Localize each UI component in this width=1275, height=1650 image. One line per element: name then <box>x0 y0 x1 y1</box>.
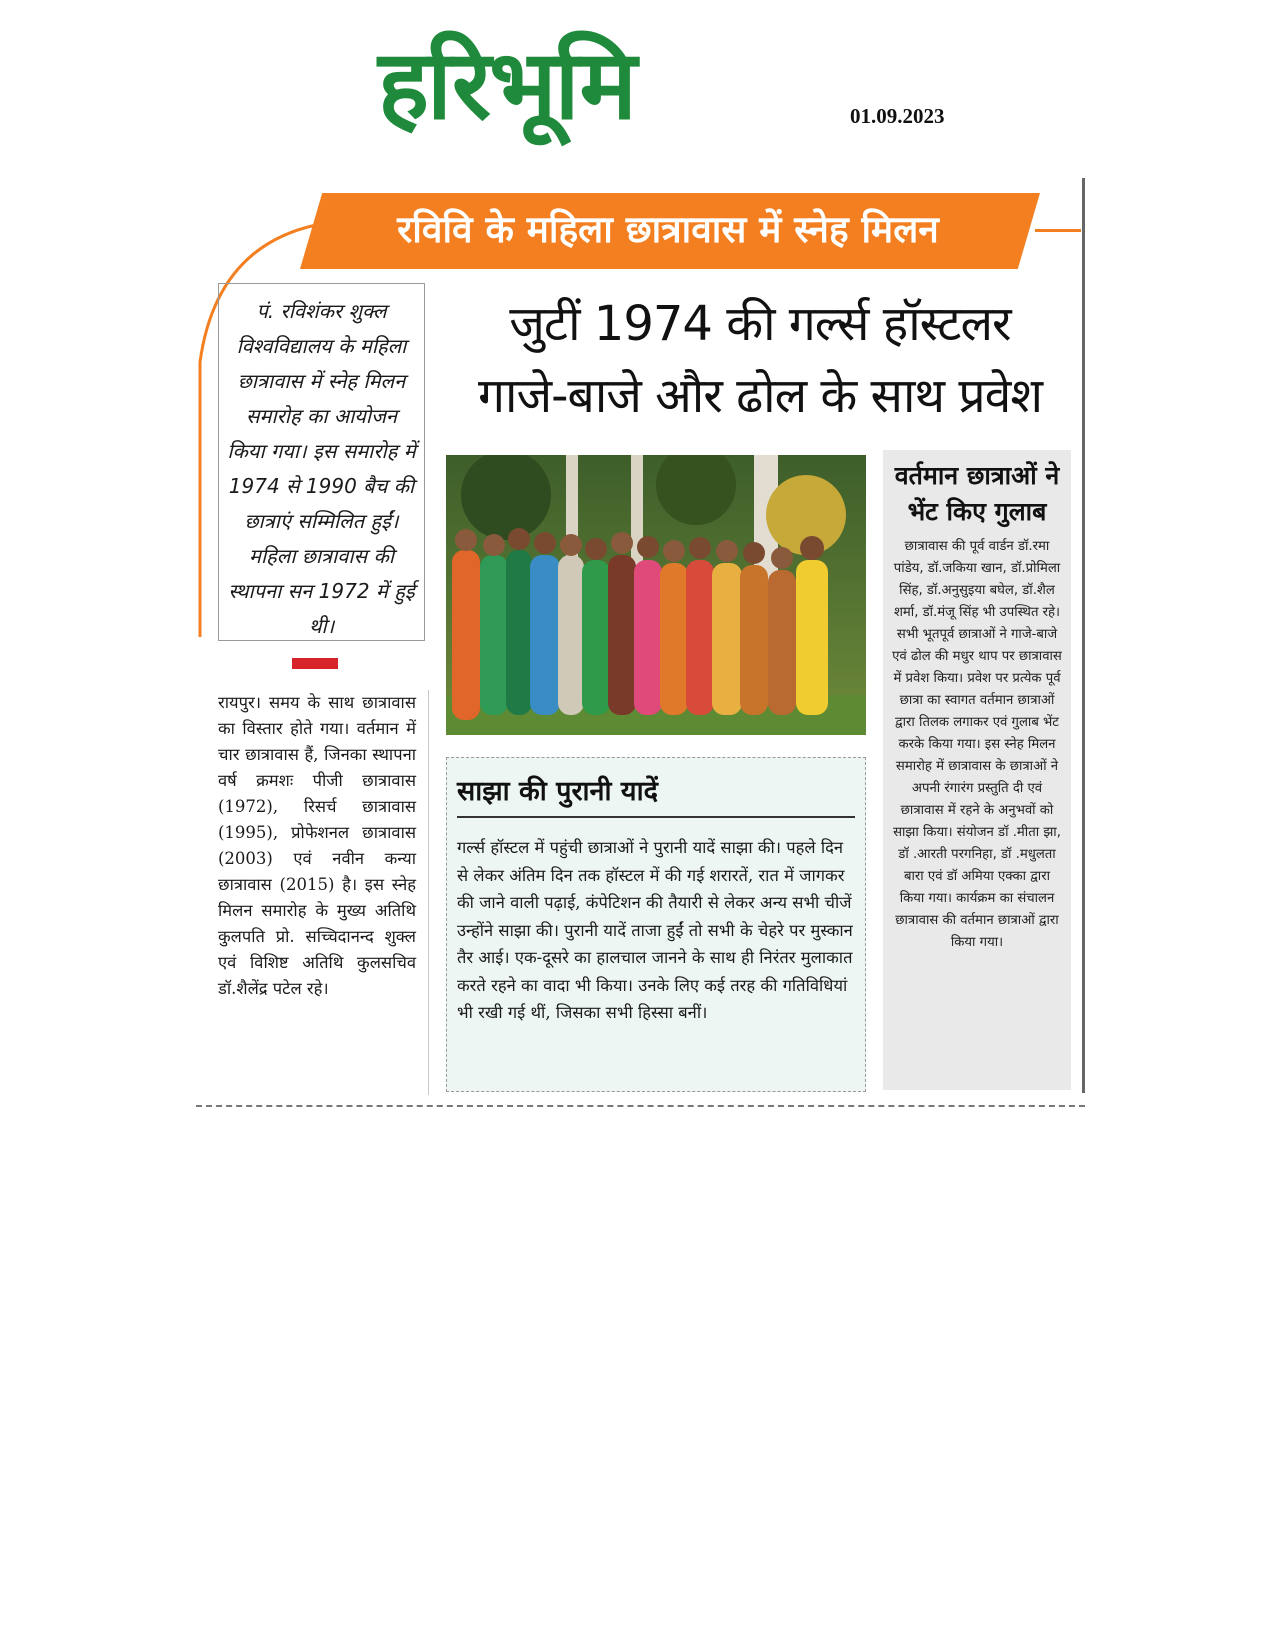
headline-line-2: गाजे-बाजे और ढोल के साथ प्रवेश <box>478 368 1042 424</box>
bottom-dashed-rule <box>196 1105 1085 1107</box>
section-banner-title: रविवि के महिला छात्रावास में स्नेह मिलन <box>397 208 939 251</box>
headline <box>440 288 1080 438</box>
memories-title: साझा की पुरानी यादें <box>457 772 855 818</box>
column-divider-left <box>428 690 429 1095</box>
memories-body: गर्ल्स हॉस्टल में पहुंची छात्राओं ने पुरानी यादें साझा की। पहले दिन से लेकर अंतिम दिन तक हॉस्टल में की गई शरारतें, रात में जागकर की जाने वाली पढ़ाई, कंपेटिशन की तैयारी से लेकर अन्य सभी चीजें उन्होंने साझा की। पुरानी यादें ताजा हुईं तो सभी के चेहरे पर मुस्कान तैर आई। एक-दूसरे का हालचाल जानने के साथ ही निरंतर मुलाकात करते रहने का वादा भी किया। उनके लिए कई तरह की गतिविधियां भी रखी गई थीं, जिसका सभी हिस्सा बनीं। <box>457 838 853 1022</box>
group-photo-icon <box>446 455 866 735</box>
group-photo <box>446 455 866 735</box>
headline-line-1: जुटीं 1974 की गर्ल्स हॉस्टलर <box>509 296 1011 352</box>
publication-date: 01.09.2023 <box>850 104 945 128</box>
intro-box: पं. रविशंकर शुक्ल विश्वविद्यालय के महिला छात्रावास में स्नेह मिलन समारोह का आयोजन किया गया। इस समारोह में 1974 से 1990 बैच की छात्राएं सम्मिलित हुईं। महिला छात्रावास की स्थापना सन 1972 में हुई थी। <box>218 283 425 641</box>
left-column-body: रायपुर। समय के साथ छात्रावास का विस्तार होते गया। वर्तमान में चार छात्रावास हैं, जिनका स्थापना वर्ष क्रमशः पीजी छात्रावास (1972), रिसर्च छात्रावास (1995), प्रोफेशनल छात्रावास (2003) एवं नवीन कन्या छात्रावास (2015) है। इस स्नेह मिलन समारोह के मुख्य अतिथि कुलपति प्रो. सच्चिदानन्द शुक्ल एवं विशिष्ट अतिथि कुलसचिव डॉ.शैलेंद्र पटेल रहे। <box>218 693 416 998</box>
sidebar-title: वर्तमान छात्राओं ने भेंट किए गुलाब <box>894 461 1060 526</box>
red-divider <box>292 658 338 669</box>
sidebar-body: छात्रावास की पूर्व वार्डन डॉ.रमा पांडेय, डॉ.जकिया खान, डॉ.प्रोमिला सिंह, डॉ.अनुसुइया बघेल, डॉ.शैल शर्मा, डॉ.मंजू सिंह भी उपस्थित रहे। सभी भूतपूर्व छात्राओं ने गाजे-बाजे एवं ढोल की मधुर थाप पर छात्रावास में प्रवेश किया। प्रवेश पर प्रत्येक पूर्व छात्रा का स्वागत वर्तमान छात्राओं द्वारा तिलक लगाकर एवं गुलाब भेंट करके किया गया। इस स्नेह मिलन समारोह में छात्रावास के छात्राओं ने अपनी रंगारंग प्रस्तुति दी एवं छात्रावास में रहने के अनुभवों को साझा किया। संयोजन डॉ .मीता झा, डॉ .आरती परगनिहा, डॉ .मधुलता बारा एवं डॉ अमिया एक्का द्वारा किया गया। कार्यक्रम का संचालन छात्रावास की वर्तमान छात्राओं द्वारा किया गया। <box>892 539 1062 950</box>
banner-right-line <box>1035 229 1081 232</box>
column-divider-right <box>1082 178 1085 1093</box>
masthead-logo: हरिभूमि <box>378 28 635 141</box>
memories-box <box>446 757 866 1092</box>
sidebar-box <box>883 450 1071 1090</box>
